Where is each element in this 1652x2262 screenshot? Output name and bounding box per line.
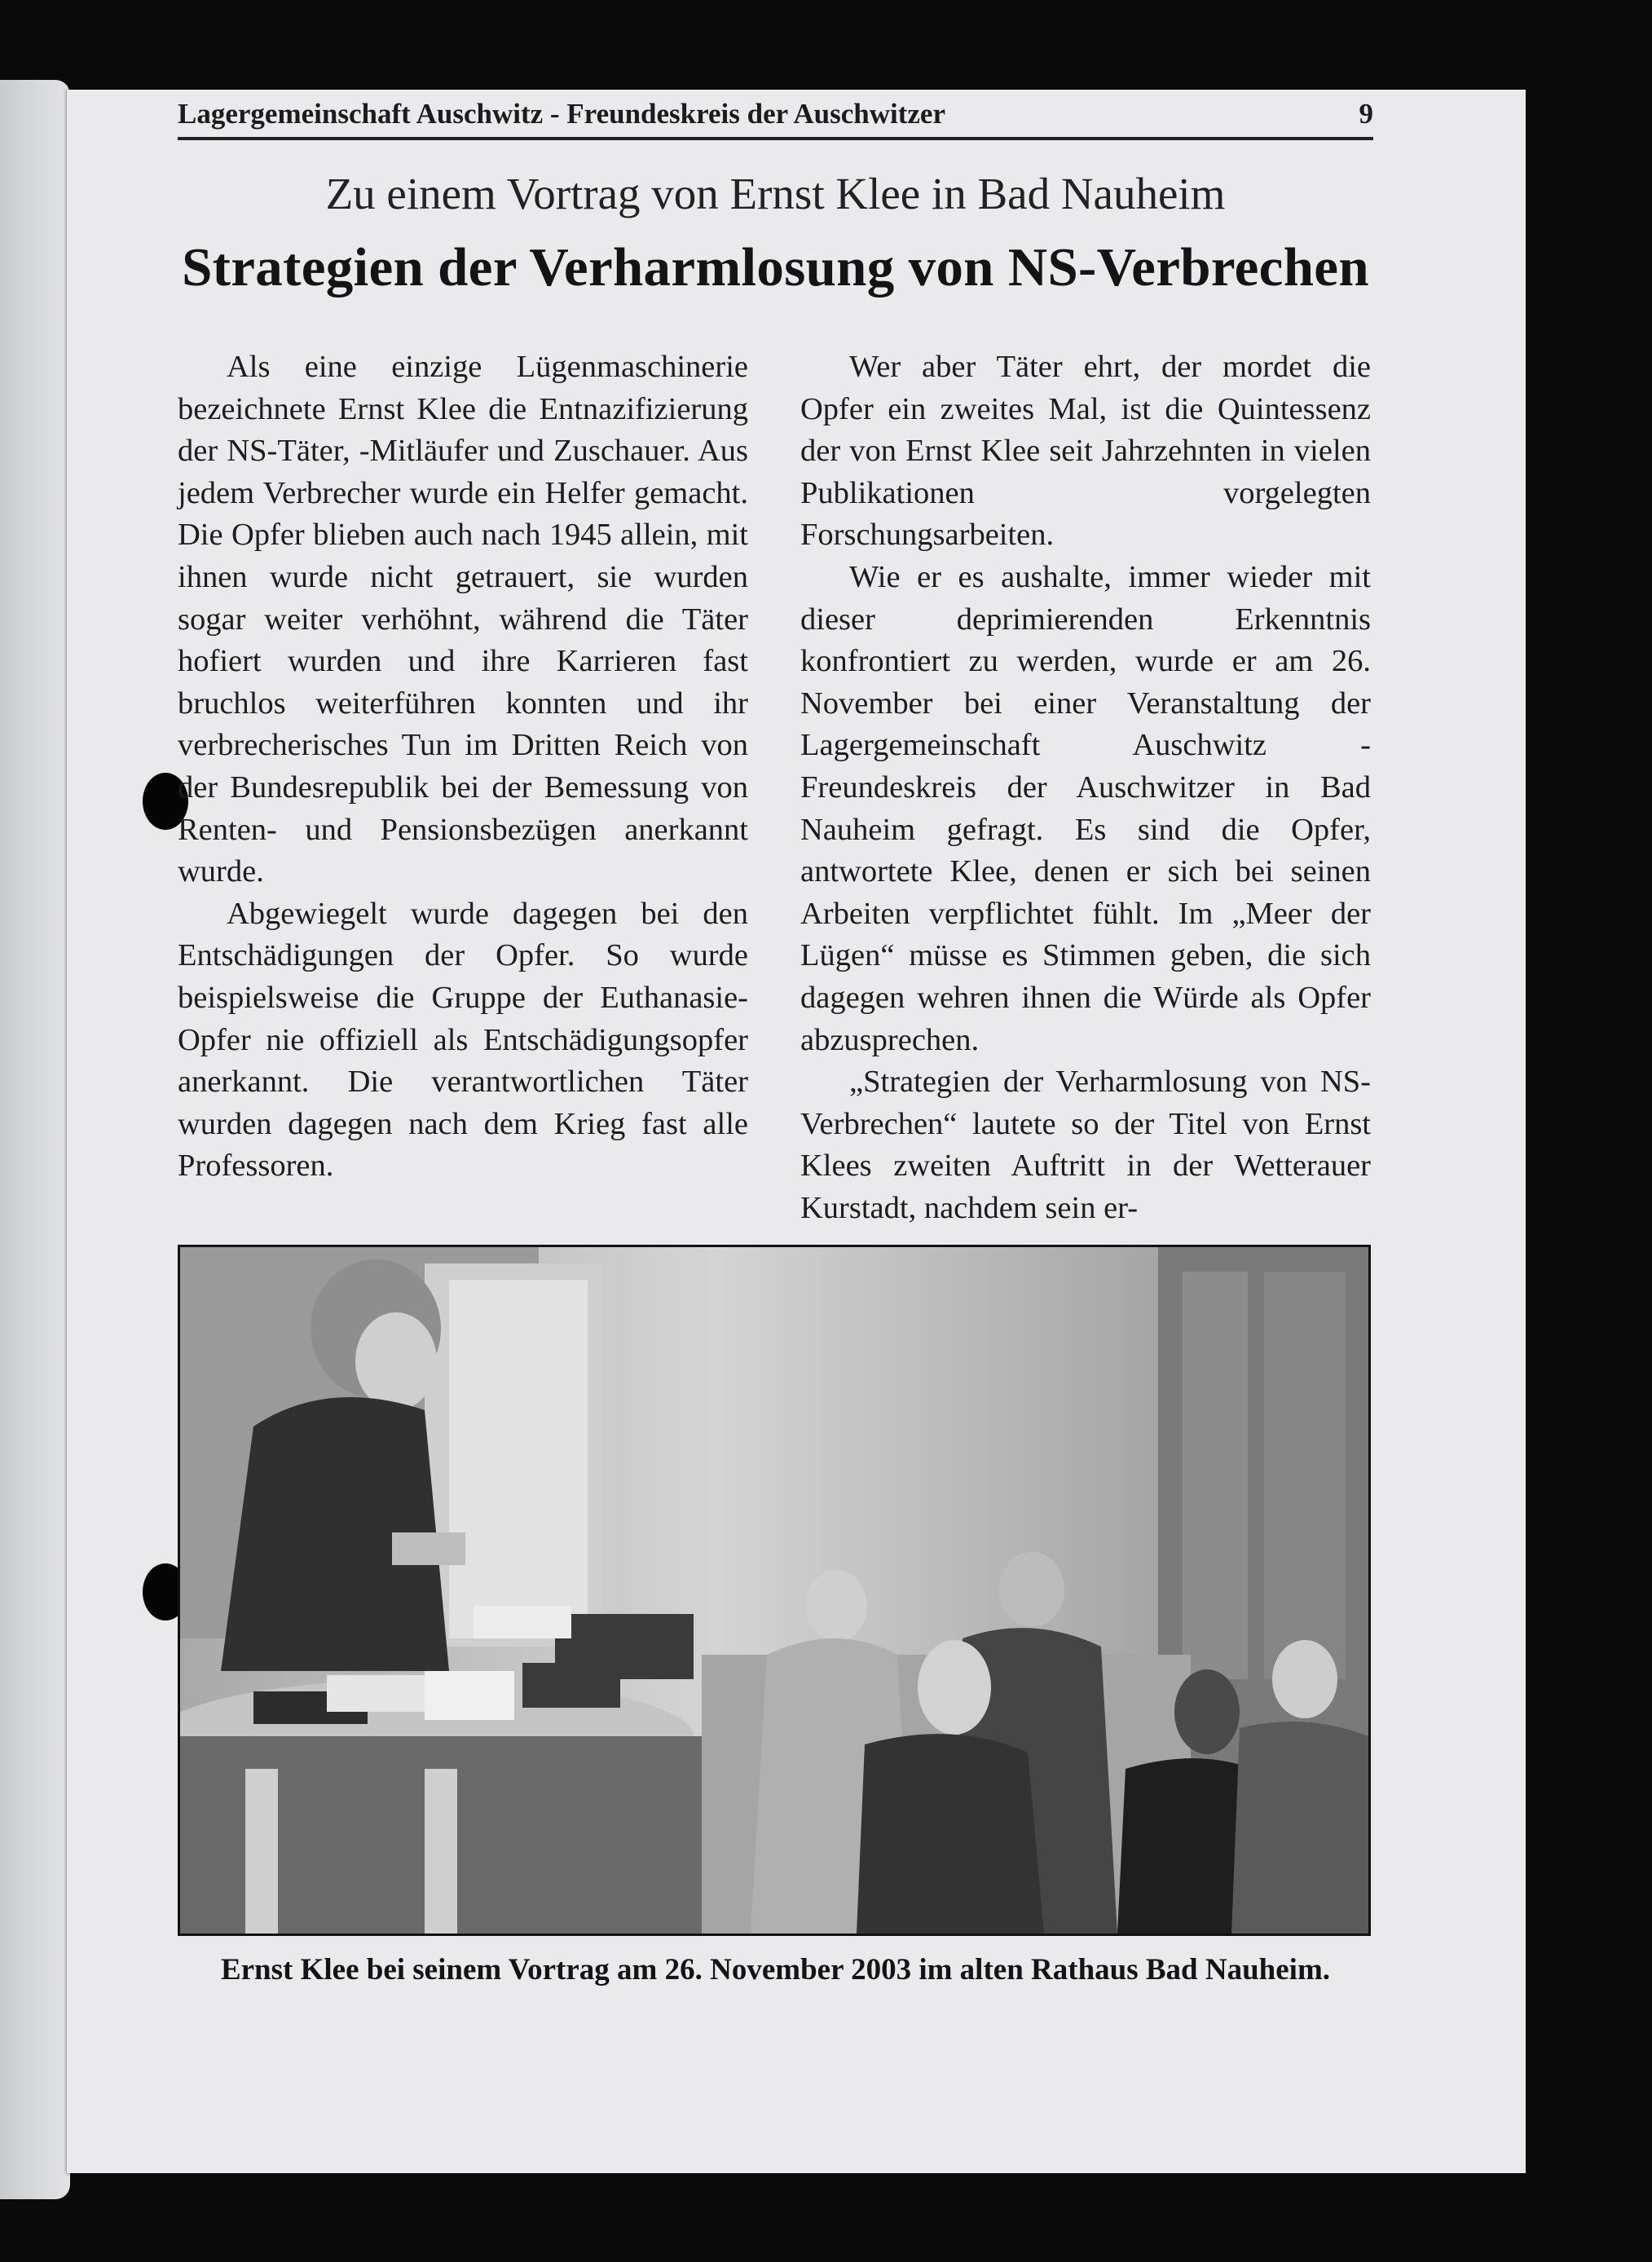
paragraph: Wie er es aushalte, immer wieder mit dieser deprimierenden Erkenntnis konfrontiert zu werden, wurde er am 26. November bei einer Veranstaltung der Lagergemeinschaft Auschwitz - Freundeskreis der Auschwitzer in Bad Nauheim gefragt. Es sind die Opfer, antwortete Klee, denen er sich bei seinen Arbeiten verpflichtet fühlt. Im „Meer der Lügen“ müsse es Stimmen geben, die sich dagegen wehren ihnen die Würde als Opfer abzusprechen. <box>800 559 1371 1057</box>
paragraph: Abgewiegelt wurde dagegen bei den Entschädigungen der Opfer. So wurde beispielsweise die Gruppe der Euthanasie-Opfer nie offiziell als Entschädigungsopfer anerkannt. Die verantwortlichen Täter wurden dagegen nach dem Krieg fast alle Professoren. <box>178 896 748 1184</box>
paragraph: „Strategien der Verharmlosung von NS-Verbrechen“ lautete so der Titel von Ernst Klees zweiten Auftritt in der Wetterauer Kurstadt, nachdem sein er- <box>800 1065 1371 1225</box>
article-headline: Strategien der Verharmlosung von NS-Verbrechen <box>182 237 1369 298</box>
event-photo <box>178 1245 1371 1936</box>
paragraph: Wer aber Täter ehrt, der mordet die Opfer ein zweites Mal, ist die Quintessenz der von Ernst Klee seit Jahrzehnten in vielen Publikationen vorgelegten Forschungsarbeiten. <box>800 350 1371 553</box>
page-number: 9 <box>1359 98 1373 130</box>
publication-title: Lagergemeinschaft Auschwitz - Freundeskreis der Auschwitzer <box>178 98 945 130</box>
running-header <box>178 95 1373 140</box>
photo-caption: Ernst Klee bei seinem Vortrag am 26. November 2003 im alten Rathaus Bad Nauheim. <box>220 1953 1331 1986</box>
article-kicker: Zu einem Vortrag von Ernst Klee in Bad Nauheim <box>325 169 1226 218</box>
article-column-left <box>178 346 748 1188</box>
article-column-right <box>800 346 1371 1229</box>
left-page-edge <box>0 80 70 2199</box>
paragraph: Als eine einzige Lügenmaschinerie bezeichnete Ernst Klee die Entnazifizierung der NS-Täter, -Mitläufer und Zuschauer. Aus jedem Verbrecher wurde ein Helfer gemacht. Die Opfer blieben auch nach 1945 allein, mit ihnen wurde nicht getrauert, sie wurden sogar weiter verhöhnt, während die Täter hofiert wurden und ihre Karrieren fast bruchlos weiterführen konnten und ihr verbrecherisches Tun im Dritten Reich von der Bundesrepublik bei der Bemessung von Renten- und Pensionsbezügen anerkannt wurde. <box>178 350 748 889</box>
